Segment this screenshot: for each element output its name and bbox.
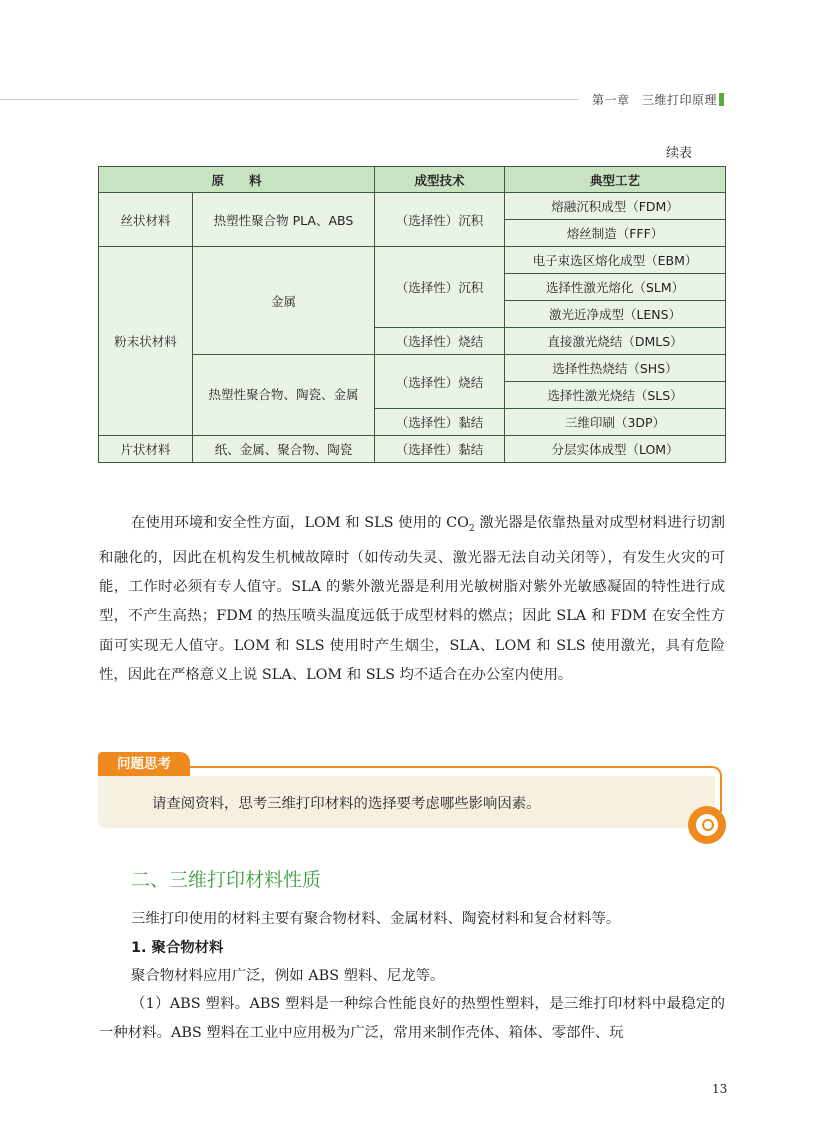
question-text: 请查阅资料，思考三维打印材料的选择要考虑哪些影响因素。 — [152, 796, 541, 812]
cell-polymer-material: 热塑性聚合物、陶瓷、金属 — [193, 355, 375, 436]
cell-lom: 分层实体成型（LOM） — [505, 436, 726, 463]
materials-table — [98, 166, 726, 463]
header-rule — [0, 99, 578, 100]
cell-metal-technique-2: （选择性）烧结 — [375, 328, 505, 355]
question-border-line — [190, 766, 712, 768]
abs-paragraph: （1）ABS 塑料。ABS 塑料是一种综合性能良好的热塑性塑料，是三维打印材料中最稳定的一种材料。ABS 塑料在工业中应用极为广泛，常用来制作壳体、箱体、零部件、玩 — [99, 996, 725, 1042]
table-continued-label: 续表 — [666, 146, 693, 161]
cell-shs: 选择性热烧结（SHS） — [505, 355, 726, 382]
co2-subscript: 2 — [468, 523, 475, 534]
cell-sheet-category: 片状材料 — [99, 436, 193, 463]
page-number: 13 — [712, 1082, 728, 1096]
question-title: 问题思考 — [98, 752, 190, 776]
cell-polymer-technique-1: （选择性）烧结 — [375, 355, 505, 409]
cell-metal-technique-1: （选择性）沉积 — [375, 247, 505, 328]
cell-sls: 选择性激光烧结（SLS） — [505, 382, 726, 409]
table-row — [99, 193, 726, 220]
cell-polymer-technique-2: （选择性）黏结 — [375, 409, 505, 436]
table-row — [99, 436, 726, 463]
cell-lens: 激光近净成型（LENS） — [505, 301, 726, 328]
cell-ebm: 电子束选区熔化成型（EBM） — [505, 247, 726, 274]
section-title: 二、三维打印材料性质 — [131, 869, 322, 891]
cell-slm: 选择性激光熔化（SLM） — [505, 274, 726, 301]
cell-powder-category: 粉末状材料 — [99, 247, 193, 436]
body-text-b: 激光器是依靠热量对成型材料进行切割和融化的，因此在机构发生机械故障时（如传动失灵、激光器无法自动关闭等），有发生火灾的可能，工作时必须有专人值守。SLA 的紫外激光器是利用光敏树脂对紫外光敏感凝固的特性进行成型，不产生高热；FDM 的热压喷头温度远低于成型材料的燃点；因此 SLA 和 FDM 在安全性方面可实现无人值守。LOM 和 SLS 使用时产生烟尘，SLA、LOM 和 SLS 使用激光，具有危险性，因此在严格意义上说 SLA、LOM 和 SLS 均不适合在办公室内使用。 — [99, 515, 725, 683]
header-accent-bar — [719, 93, 724, 106]
table-header-row — [99, 167, 726, 193]
cell-dmls: 直接激光烧结（DMLS） — [505, 328, 726, 355]
header-process: 典型工艺 — [505, 167, 726, 193]
polymer-intro: 聚合物材料应用广泛，例如 ABS 塑料、尼龙等。 — [131, 968, 445, 984]
cell-filament-material: 热塑性聚合物 PLA、ABS — [193, 193, 375, 247]
section-intro: 三维打印使用的材料主要有聚合物材料、金属材料、陶瓷材料和复合材料等。 — [131, 911, 621, 927]
cell-3dp: 三维印刷（3DP） — [505, 409, 726, 436]
header-technique: 成型技术 — [375, 167, 505, 193]
cell-filament-category: 丝状材料 — [99, 193, 193, 247]
table-row — [99, 247, 726, 274]
header-material: 原 料 — [99, 167, 375, 193]
cell-sheet-technique: （选择性）黏结 — [375, 436, 505, 463]
cell-fff: 熔丝制造（FFF） — [505, 220, 726, 247]
cell-fdm: 熔融沉积成型（FDM） — [505, 193, 726, 220]
cell-metal: 金属 — [193, 247, 375, 355]
cell-sheet-material: 纸、金属、聚合物、陶瓷 — [193, 436, 375, 463]
subsection-title: 1. 聚合物材料 — [131, 940, 224, 956]
cell-filament-technique: （选择性）沉积 — [375, 193, 505, 247]
body-text-a: 在使用环境和安全性方面，LOM 和 SLS 使用的 CO — [131, 515, 469, 531]
table-row — [99, 355, 726, 382]
thinking-head-icon — [688, 806, 726, 844]
body-paragraph — [99, 509, 725, 690]
chapter-header: 第一章 三维打印原理 — [592, 93, 718, 107]
